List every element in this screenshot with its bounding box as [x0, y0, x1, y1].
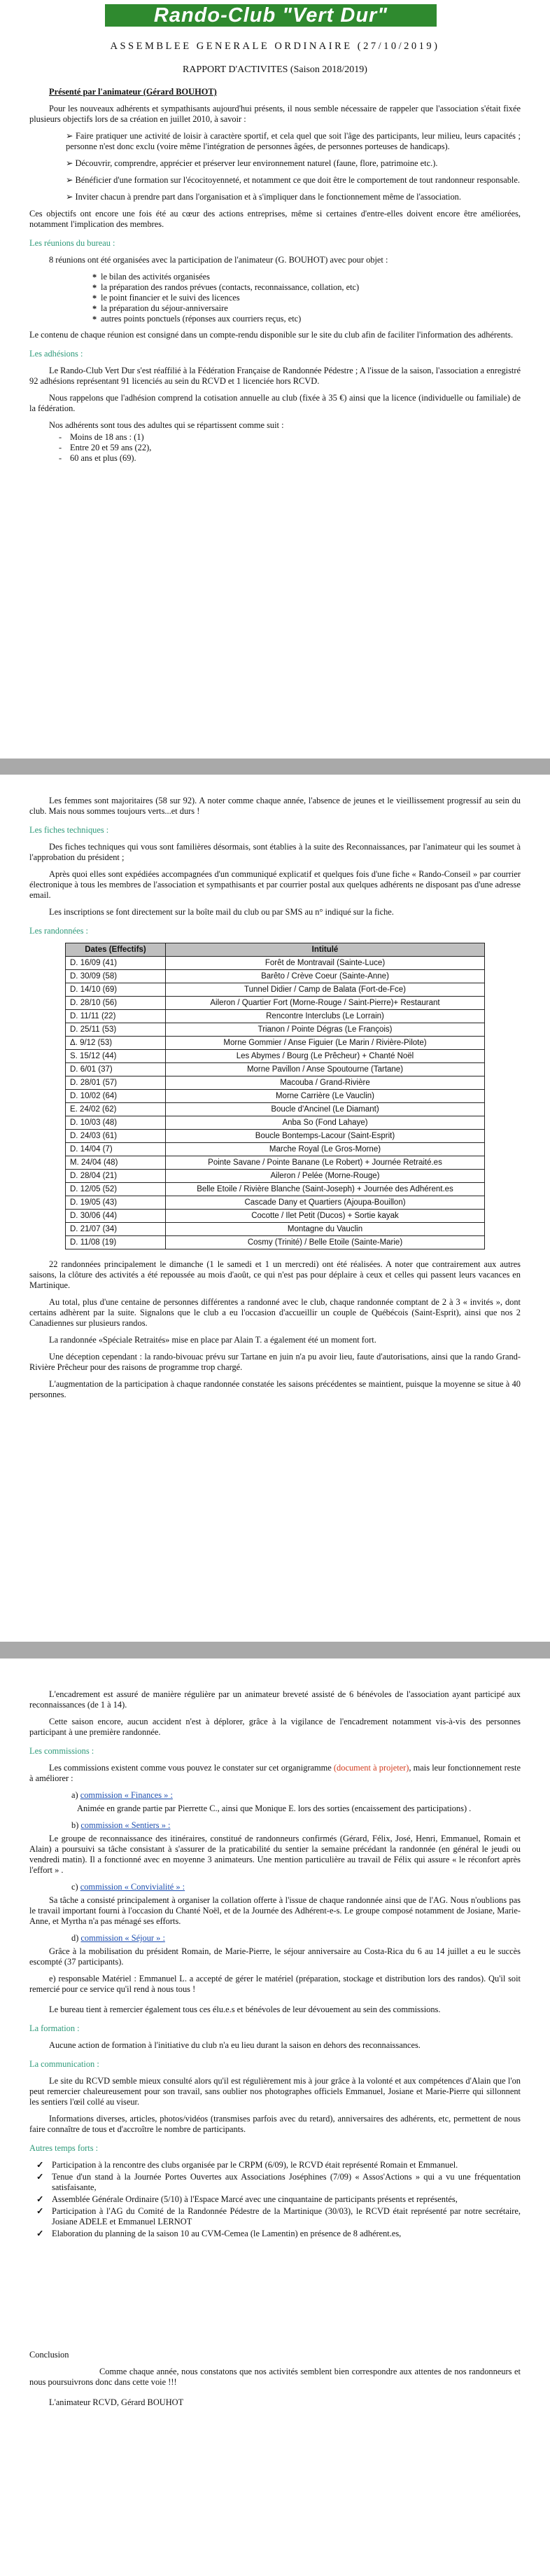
commission-title: commission « Finances » : — [80, 1790, 173, 1800]
rando-title-cell: Montagne du Vauclin — [166, 1223, 485, 1236]
rando-title-cell: Marche Royal (Le Gros-Morne) — [166, 1143, 485, 1156]
page-1 — [0, 0, 550, 759]
intro-paragraph: Pour les nouveaux adhérents et sympathisants aujourd'hui présents, il nous semble nécessaire de rappeler que l'association s'était fixée plusieurs objectifs lors de sa création en juillet 2010, à savoir : — [29, 104, 521, 124]
temps-forts-list — [29, 2160, 521, 2239]
table-row — [66, 970, 485, 983]
saison-paragraph: Cette saison encore, aucun accident n'est à déplorer, grâce à la vigilance de l'encadrement notamment vis-à-vis des personnes participant à une première randonnée. — [29, 1717, 521, 1737]
list-item: ✓ Elaboration du planning de la saison 10 au CVM-Cemea (le Lamentin) en présence de 8 adhérent.es, — [52, 2229, 521, 2239]
formation-paragraph: Aucune action de formation à l'initiative du club n'a eu lieu durant la saison en dehors des reconnaissances. — [49, 2040, 421, 2050]
fiches-paragraph-1: Des fiches techniques qui vous sont familières désormais, sont établies à la suite des Reconnaissances, par l'animateur qui les soumet à l'approbation du président ; — [29, 842, 521, 862]
commission-sejour: d) commission « Séjour » : — [71, 1933, 165, 1943]
fiches-paragraph-2: Après quoi elles sont expédiées accompagnées d'un communiqué explicatif et quelques fois d'une fiche « Rando-Conseil » par courrier électronique à tous les membres de l'association et sympathisants et par courrier postal aux quelques adhérents ne disposant pas d'une adresse email. — [29, 869, 521, 900]
communication-paragraph-1: Le site du RCVD semble mieux consulté alors qu'il est régulièrement mis à jour grâce à la volonté et aux compétences d'Alain que l'on peut remercier chaleureusement pour son travail, sans oublier nos photographes officiels Emmanuel, Josiane et Marie-Pierre qui sillonnent les sentiers l'œil collé au viseur. — [29, 2076, 521, 2107]
rando-date-cell: S. 15/12 (44) — [66, 1050, 166, 1063]
rando-title-cell: Morne Carrière (Le Vauclin) — [166, 1090, 485, 1103]
section-title-temps-forts: Autres temps forts : — [29, 2143, 99, 2153]
rando-title-cell: Tunnel Didier / Camp de Balata (Fort-de-Fce) — [166, 983, 485, 997]
materiel-text: responsable Matériel : Emmanuel L. a accepté de gérer le matériel (préparation, stockage et distribution lors des randos). Qu'il soit remercié pour ce service qu'il rend à nous tous ! — [29, 1974, 521, 1994]
rando-date-cell: Δ. 9/12 (53) — [66, 1037, 166, 1050]
adhesions-paragraph-3: Nos adhérents sont tous des adultes qui se répartissent comme suit : — [49, 420, 284, 430]
commission-finances: a) commission « Finances » : — [71, 1790, 173, 1800]
rando-date-cell: D. 14/10 (69) — [66, 983, 166, 997]
rando-date-cell: D. 19/05 (43) — [66, 1196, 166, 1210]
section-title-randonnees: Les randonnées : — [29, 926, 88, 936]
rando-date-cell: D. 6/01 (37) — [66, 1063, 166, 1076]
communication-paragraph-2: Informations diverses, articles, photos/vidéos (transmises parfois avec du retard), anniversaires des adhérents, etc, permettent de nous faire connaître de tous et d'accroître le nombre de participants. — [29, 2114, 521, 2134]
fiches-paragraph-3: Les inscriptions se font directement sur la boîte mail du club ou par SMS au n° indiqué sur la fiche. — [49, 907, 394, 917]
table-row — [66, 1183, 485, 1196]
rando-title-cell: Macouba / Grand-Rivière — [166, 1076, 485, 1090]
table-row — [66, 1236, 485, 1249]
table-row — [66, 957, 485, 970]
randonnees-table — [65, 943, 485, 1249]
commission-title: commission « Convivialité » : — [80, 1882, 185, 1892]
rando-date-cell: D. 28/04 (21) — [66, 1170, 166, 1183]
rando-date-cell: D. 16/09 (41) — [66, 957, 166, 970]
rando-title-cell: Anba So (Fond Lahaye) — [166, 1116, 485, 1130]
rando-date-cell: D. 28/10 (56) — [66, 997, 166, 1010]
commission-finances-text: Animée en grande partie par Pierrette C., ainsi que Monique E. lors des sorties (encaissement des participations) . — [77, 1803, 472, 1813]
page-1-body — [29, 87, 521, 469]
rando-date-cell: E. 24/02 (62) — [66, 1103, 166, 1116]
table-row — [66, 1037, 485, 1050]
table-row — [66, 1116, 485, 1130]
rando-date-cell: D. 25/11 (53) — [66, 1023, 166, 1037]
list-item: * le point financier et le suivi des licences — [101, 293, 521, 303]
rando-title-cell: Aileron / Quartier Fort (Morne-Rouge / Saint-Pierre)+ Restaurant — [166, 997, 485, 1010]
page-3-body — [29, 1689, 521, 2414]
rando-title-cell: Forêt de Montravail (Sainte-Luce) — [166, 957, 485, 970]
page-2 — [0, 775, 550, 1642]
column-header-dates: Dates (Effectifs) — [66, 943, 166, 957]
reunions-list — [29, 272, 521, 324]
rando-title-cell: Aileron / Pelée (Morne-Rouge) — [166, 1170, 485, 1183]
rando-date-cell: D. 21/07 (34) — [66, 1223, 166, 1236]
rando-title-cell: Belle Etoile / Rivière Blanche (Saint-Joseph) + Journée des Adhérent.es — [166, 1183, 485, 1196]
rando-date-cell: D. 28/01 (57) — [66, 1076, 166, 1090]
conclusion-paragraph: Comme chaque année, nous constatons que nos activités semblent bien correspondre aux attentes de nos randonneurs et nous poursuivrons donc dans cette voie !!! — [29, 2367, 521, 2387]
list-item: - Moins de 18 ans : (1) — [70, 432, 521, 443]
commission-convivialite: c) commission « Convivialité » : — [71, 1882, 185, 1892]
column-header-intitule: Intitulé — [166, 943, 485, 957]
adhesions-paragraph-1: Le Rando-Club Vert Dur s'est réaffilié à la Fédération Française de Randonnée Pédestre ; A l'issue de la saison, l'association a enregistré 92 adhésions représentant 91 licenciés au sein du RCVD et 1 licenciée hors RCVD. — [29, 366, 521, 386]
rando-title-cell: Trianon / Pointe Dégras (Le François) — [166, 1023, 485, 1037]
table-row — [66, 1223, 485, 1236]
document-link[interactable]: (document à projeter) — [333, 1763, 409, 1773]
rando-date-cell: M. 24/04 (48) — [66, 1156, 166, 1170]
list-item: * autres points ponctuels (réponses aux courriers reçus, etc) — [101, 314, 521, 324]
signature: L'animateur RCVD, Gérard BOUHOT — [49, 2397, 184, 2407]
section-title-adhesions: Les adhésions : — [29, 349, 83, 359]
objective-4: ➢ Inviter chacun à prendre part dans l'organisation et à s'impliquer dans le fonctionnement même de l'association. — [66, 192, 461, 202]
report-heading: RAPPORT D'ACTIVITES (Saison 2018/2019) — [183, 64, 367, 75]
table-header-row — [66, 943, 485, 957]
section-title-commissions: Les commissions : — [29, 1746, 94, 1756]
rando-date-cell: D. 10/02 (64) — [66, 1090, 166, 1103]
page-separator — [0, 759, 550, 775]
list-item: - Entre 20 et 59 ans (22), — [70, 443, 521, 453]
table-row — [66, 997, 485, 1010]
table-row — [66, 1023, 485, 1037]
adhesions-paragraph-2: Nous rappelons que l'adhésion comprend la cotisation annuelle au club (fixée à 35 €) ainsi que la licence (individuelle ou familiale) de la fédération. — [29, 393, 521, 413]
commission-sejour-text: Grâce à la mobilisation du président Romain, de Marie-Pierre, le séjour anniversaire au Costa-Rica du 6 au 14 juillet a eu le succès escompté (37 participants). — [29, 1946, 521, 1967]
randos-paragraph-2: Au total, plus d'une centaine de personnes différentes a randonné avec le club, chaque randonnée comptant de 2 à 3 « invités », dont certains adhèrent par la suite. Signalons que le club a eu l'occasion d'accueillir un couple de Québécois (Saint-Esprit), ainsi que nos 2 Canadiennes sur plusieurs randos. — [29, 1297, 521, 1328]
presenter-line: Présenté par l'animateur (Gérard BOUHOT) — [49, 87, 217, 97]
objective-2: ➢ Découvrir, comprendre, apprécier et préserver leur environnement naturel (faune, flore, patrimoine etc.). — [66, 158, 438, 168]
list-item: * la préparation des randos prévues (contacts, reconnaissance, collation, etc) — [101, 282, 521, 293]
club-banner — [105, 4, 437, 27]
rando-title-cell: Rencontre Interclubs (Le Lorrain) — [166, 1010, 485, 1023]
randos-paragraph-5: L'augmentation de la participation à chaque randonnée constatée les saisons précédentes se maintient, puisque la moyenne se situe à 40 personnes. — [29, 1379, 521, 1399]
section-title-communication: La communication : — [29, 2059, 99, 2069]
reunions-conclusion: Le contenu de chaque réunion est consigné dans un compte-rendu disponible sur le site du club afin de faciliter l'information des adhérents. — [29, 330, 514, 340]
rando-title-cell: Cosmy (Trinité) / Belle Etoile (Sainte-Marie) — [166, 1236, 485, 1249]
commissions-intro — [29, 1763, 521, 1784]
randonnees-table-body — [66, 957, 485, 1249]
encadrement-paragraph: L'encadrement est assuré de manière régulière par un animateur breveté assisté de 6 bénévoles de l'association ayant participé aux reconnaissances (de 1 à 14). — [29, 1689, 521, 1710]
commissions-intro-text: , mais leur fonctionnement reste à améliorer : — [29, 1763, 521, 1783]
table-row — [66, 1210, 485, 1223]
randos-paragraph-1: 22 randonnées principalement le dimanche (1 le samedi et 1 un mercredi) ont été réalisées. A noter que contrairement aux autres saisons, la clôture des activités a été repoussée au mois d'août, ce qui n'est pas pour déplaire à ceux et celles qui passent leurs vacances en Martinique. — [29, 1259, 521, 1290]
table-row — [66, 1050, 485, 1063]
page-separator — [0, 1642, 550, 1659]
table-row — [66, 1156, 485, 1170]
commission-sentiers: b) commission « Sentiers » : — [71, 1820, 171, 1830]
objective-3: ➢ Bénéficier d'une formation sur l'écocitoyenneté, et notamment ce que doit être le comportement de tout randonneur responsable. — [66, 175, 520, 185]
list-item: * le bilan des activités organisées — [101, 272, 521, 282]
femmes-paragraph: Les femmes sont majoritaires (58 sur 92). A noter comme chaque année, l'absence de jeunes et le vieillissement progressif au sein du club. Mais nous sommes toujours verts...et durs ! — [29, 796, 521, 816]
table-row — [66, 1196, 485, 1210]
rando-date-cell: D. 11/11 (22) — [66, 1010, 166, 1023]
section-title-fiches: Les fiches techniques : — [29, 825, 109, 835]
objectives-conclusion: Ces objectifs ont encore une fois été au cœur des actions entreprises, même si certaines d'entre-elles doivent encore être améliorées, notamment l'implication des membres. — [29, 209, 521, 229]
list-item: * la préparation du séjour-anniversaire — [101, 303, 521, 314]
table-row — [66, 1076, 485, 1090]
rando-title-cell: Cascade Dany et Quartiers (Ajoupa-Bouillon) — [166, 1196, 485, 1210]
table-row — [66, 1103, 485, 1116]
commission-convivialite-text: Sa tâche a consisté principalement à organiser la collation offerte à l'issue de chaque randonnée ainsi que de l'AG. Nous n'oublions pas le travail important fourni à l'occasion du Chanté Noël, et de la Journée des Adhérent-e-s. Le groupe composé notamment de Josiane, Marie-Anne, et Myrtha n'a pas ménagé ses efforts. — [29, 1895, 521, 1926]
commission-title: commission « Sentiers » : — [80, 1820, 171, 1830]
rando-title-cell: Pointe Savane / Pointe Banane (Le Robert) + Journée Retraité.es — [166, 1156, 485, 1170]
rando-title-cell: Les Abymes / Bourg (Le Prêcheur) + Chanté Noël — [166, 1050, 485, 1063]
rando-date-cell: D. 11/08 (19) — [66, 1236, 166, 1249]
conclusion-title: Conclusion — [29, 2350, 69, 2360]
ages-list — [29, 432, 521, 464]
list-item: ✓ Participation à l'AG du Comité de la Randonnée Pédestre de la Martinique (30/03), le RCVD était représenté par notre secrétaire, Josiane ADELE et Emmanuel LERNOT — [52, 2206, 521, 2227]
randos-paragraph-4: Une déception cependant : la rando-bivouac prévu sur Tartane en juin n'a pu avoir lieu, faute d'autorisations, ainsi que la rando Grand-Rivière Prêcheur pour des raisons de programme trop chargé. — [29, 1352, 521, 1372]
objective-1: ➢ Faire pratiquer une activité de loisir à caractère sportif, et cela quel que soit l'âge des participants, leur milieu, leurs capacités ; personne n'est donc exclu (voire même l'intégration de personnes âgées, de personnes porteuses de handicaps). — [66, 131, 521, 151]
rando-date-cell: D. 24/03 (61) — [66, 1130, 166, 1143]
reunions-text: 8 réunions ont été organisées avec la participation de l'animateur (G. BOUHOT) avec pour objet : — [49, 255, 388, 265]
commissions-intro-text: Les commissions existent comme vous pouvez le constater sur cet organigramme — [49, 1763, 334, 1773]
assembly-heading: ASSEMBLEE GENERALE ORDINAIRE (27/10/2019) — [110, 41, 440, 52]
list-item: ✓ Tenue d'un stand à la Journée Portes Ouvertes aux Associations Joséphines (7/09) « Assos'Actions » qui a vu une fréquentation satisfaisante, — [52, 2172, 521, 2193]
rando-title-cell: Barêto / Crève Coeur (Sainte-Anne) — [166, 970, 485, 983]
table-row — [66, 1063, 485, 1076]
rando-date-cell: D. 14/04 (7) — [66, 1143, 166, 1156]
table-row — [66, 1090, 485, 1103]
table-row — [66, 1130, 485, 1143]
list-item: ✓ Participation à la rencontre des clubs organisée par le CRPM (6/09), le RCVD était représenté Romain et Emmanuel. — [52, 2160, 521, 2170]
rando-title-cell: Morne Pavillon / Anse Spoutourne (Tartane) — [166, 1063, 485, 1076]
list-item: ✓ Assemblée Générale Ordinaire (5/10) à l'Espace Marcé avec une cinquantaine de participants présents et représentés, — [52, 2194, 521, 2205]
commission-sentiers-text: Le groupe de reconnaissance des itinéraires, constitué de randonneurs confirmés (Gérard, Félix, José, Henri, Emmanuel, Romain et Alain) a poursuivi sa tâche consistant à s'assurer de la praticabilité du sentier la semaine précédant la randonnée (en général le jeudi ou vendredi matin). Il a fonctionné avec en moyenne 3 animateurs. Une mention particulière au travail de Félix qui assure « le réconfort après l'effort » . — [29, 1834, 521, 1875]
table-row — [66, 1010, 485, 1023]
rando-date-cell: D. 12/05 (52) — [66, 1183, 166, 1196]
randos-paragraph-3: La randonnée «Spéciale Retraités» mise en place par Alain T. a également été un moment fort. — [49, 1335, 376, 1345]
section-title-formation: La formation : — [29, 2023, 80, 2033]
table-row — [66, 1143, 485, 1156]
materiel-paragraph: e) responsable Matériel : Emmanuel L. a accepté de gérer le matériel (préparation, stockage et distribution lors des randos). Qu'il soit remercié pour ce service qu'il rend à nous tous ! — [29, 1974, 521, 1994]
bureau-paragraph: Le bureau tient à remercier également tous ces élu.e.s et bénévoles de leur dévouement au sein des commissions. — [49, 2004, 441, 2014]
page-3 — [0, 1659, 550, 2576]
rando-date-cell: D. 30/06 (44) — [66, 1210, 166, 1223]
rando-date-cell: D. 10/03 (48) — [66, 1116, 166, 1130]
table-row — [66, 983, 485, 997]
rando-title-cell: Cocotte / Ilet Petit (Ducos) + Sortie kayak — [166, 1210, 485, 1223]
rando-date-cell: D. 30/09 (58) — [66, 970, 166, 983]
table-row — [66, 1170, 485, 1183]
commission-title: commission « Séjour » : — [80, 1933, 165, 1943]
rando-title-cell: Boucle Bontemps-Lacour (Saint-Esprit) — [166, 1130, 485, 1143]
rando-title-cell: Boucle d'Ancinel (Le Diamant) — [166, 1103, 485, 1116]
page-2-body — [29, 796, 521, 1406]
section-title-reunions: Les réunions du bureau : — [29, 238, 115, 248]
rando-title-cell: Morne Gommier / Anse Figuier (Le Marin / Rivière-Pilote) — [166, 1037, 485, 1050]
blank-space — [29, 2245, 521, 2350]
club-title: Rando-Club "Vert Dur" — [153, 4, 388, 27]
list-item: - 60 ans et plus (69). — [70, 453, 521, 464]
